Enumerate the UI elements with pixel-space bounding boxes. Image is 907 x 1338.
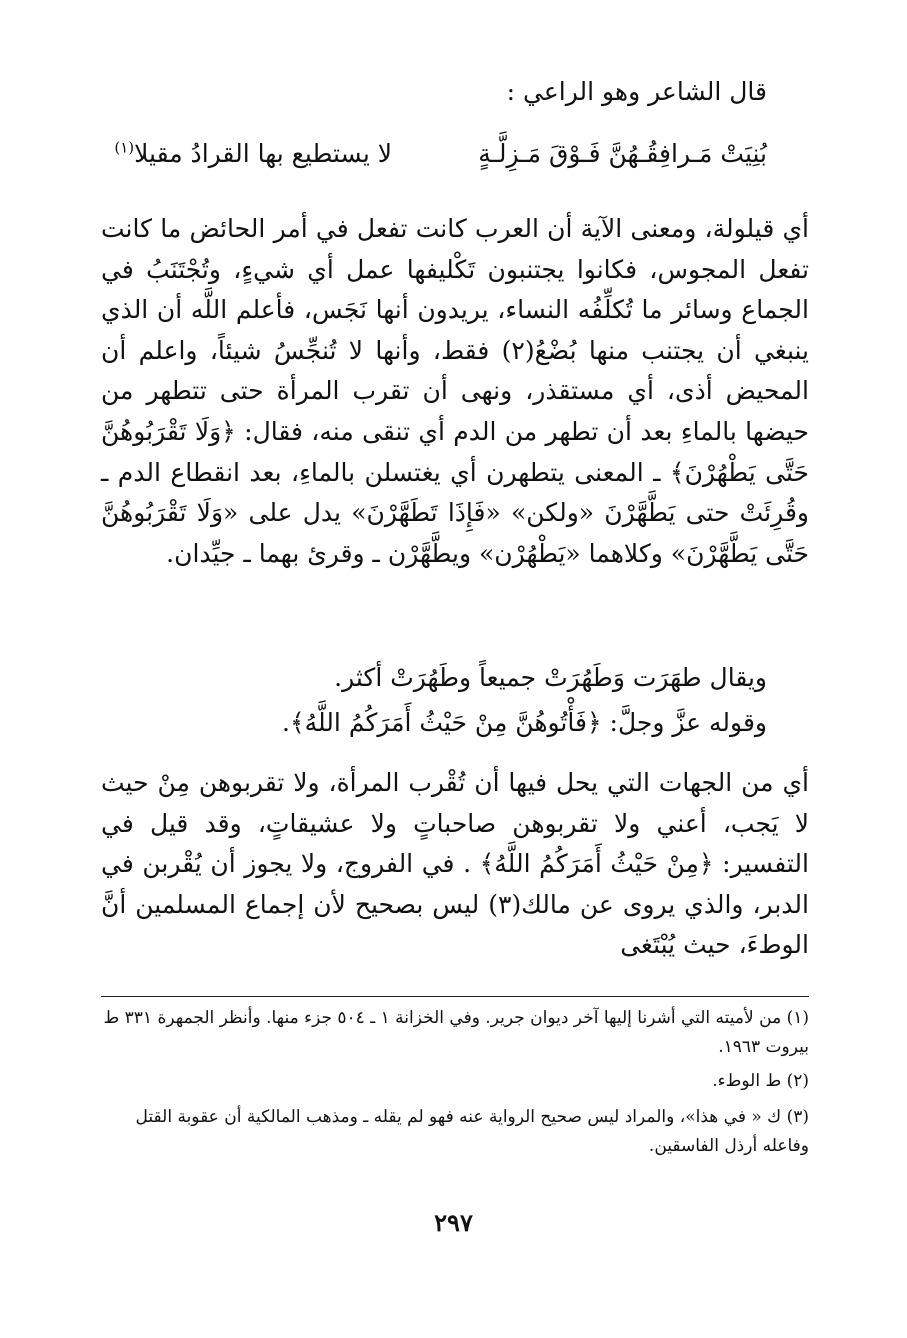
footnote: (١) من لأميته التي أشرنا إليها آخر ديوان جرير. وفي الخزانة ١ ـ ٥٠٤ جزء منها. وأنظر الجمهرة ٣٣١ ط بيروت ١٩٦٣. bbox=[103, 1008, 809, 1057]
footnote-marker: (١) bbox=[114, 138, 135, 157]
footnote: (٢) ط الوطء. bbox=[712, 1071, 809, 1091]
commentary-paragraph: أي من الجهات التي يحل فيها أن تُقْرب المرأة، ولا تقربوهن مِنْ حيث لا يَجب، أعني ولا تقربوهن صاحباتٍ ولا عشيقاتٍ، وقد قيل في التفسير: ﴿مِنْ حَيْثُ أَمَرَكُمُ اللَّهُ﴾ . في الفروج، ولا يجوز أن يُقْربن في الدبر، والذي يروى عن مالك(٣) ليس بصحيح لأن إجماع المسلمين أنَّ الوطءَ، حيث يُبْتَغى bbox=[101, 768, 809, 960]
footnote: (٣) ك « في هذا»، والمراد ليس صحيح الرواية عنه فهو لم يقله ـ ومذهب المالكية أن عقوبة القتل وفاعله أرذل الفاسقين. bbox=[135, 1107, 809, 1156]
verse-first-hemistich: بُنِيَتْ مَـرافِقُـهُنَّ فَـوْقَ مَـزِلَّـةٍ bbox=[478, 139, 767, 168]
quran-quote-line: وقوله عزَّ وجلَّ: ﴿فَأْتُوهُنَّ مِنْ حَيْثُ أَمَرَكُمُ اللَّهُ﴾. bbox=[282, 708, 767, 737]
footnote-divider bbox=[101, 996, 809, 997]
page-number: ٢٩٧ bbox=[434, 1208, 473, 1237]
commentary-line: ويقال طهَرَت وَطَهُرَتْ جميعاً وطَهُرَتْ أكثر. bbox=[334, 663, 767, 692]
poem-verse bbox=[87, 132, 767, 176]
verse-second-hemistich-text: لا يستطيع بها القرادُ مقيلا bbox=[134, 139, 392, 168]
commentary-paragraph: أي قيلولة، ومعنى الآية أن العرب كانت تفعل في أمر الحائض ما كانت تفعل المجوس، فكانوا يجتنبون تَكْليفها عمل أي شيءٍ، وتُجْتَنَبُ في الجماع وسائر ما تُكلِّفُه النساء، يريدون أنها نَجَس، فأعلم اللَّه أن الذي ينبغي أن يجتنب منها بُضْعُ(٢) فقط، وأنها لا تُنجِّسُ شيئاً، واعلم أن المحيض أذى، أي مستقذر، ونهى أن تقرب المرأة حتى تتطهر من حيضها بالماءِ بعد أن تطهر من الدم أي تنقى منه، فقال: ﴿وَلَا تَقْرَبُوهُنَّ حَتَّى يَطْهُرْنَ﴾ ـ المعنى يتطهرن أي يغتسلن بالماءِ، بعد انقطاع الدم ـ وقُرِئَتْ حتى يَطَّهَّرْنَ «ولكن» «فَإِذَا تَطَهَّرْنَ» يدل على «وَلَا تَقْرَبُوهُنَّ حَتَّى يَطَّهَّرْنَ» وكلاهما «يَطْهُرْن» ويطَّهَّرْن ـ وقرئ بهما ـ جيِّدان. bbox=[101, 214, 809, 568]
poem-intro: قال الشاعر وهو الراعي : bbox=[506, 77, 767, 106]
verse-second-hemistich bbox=[114, 132, 392, 176]
